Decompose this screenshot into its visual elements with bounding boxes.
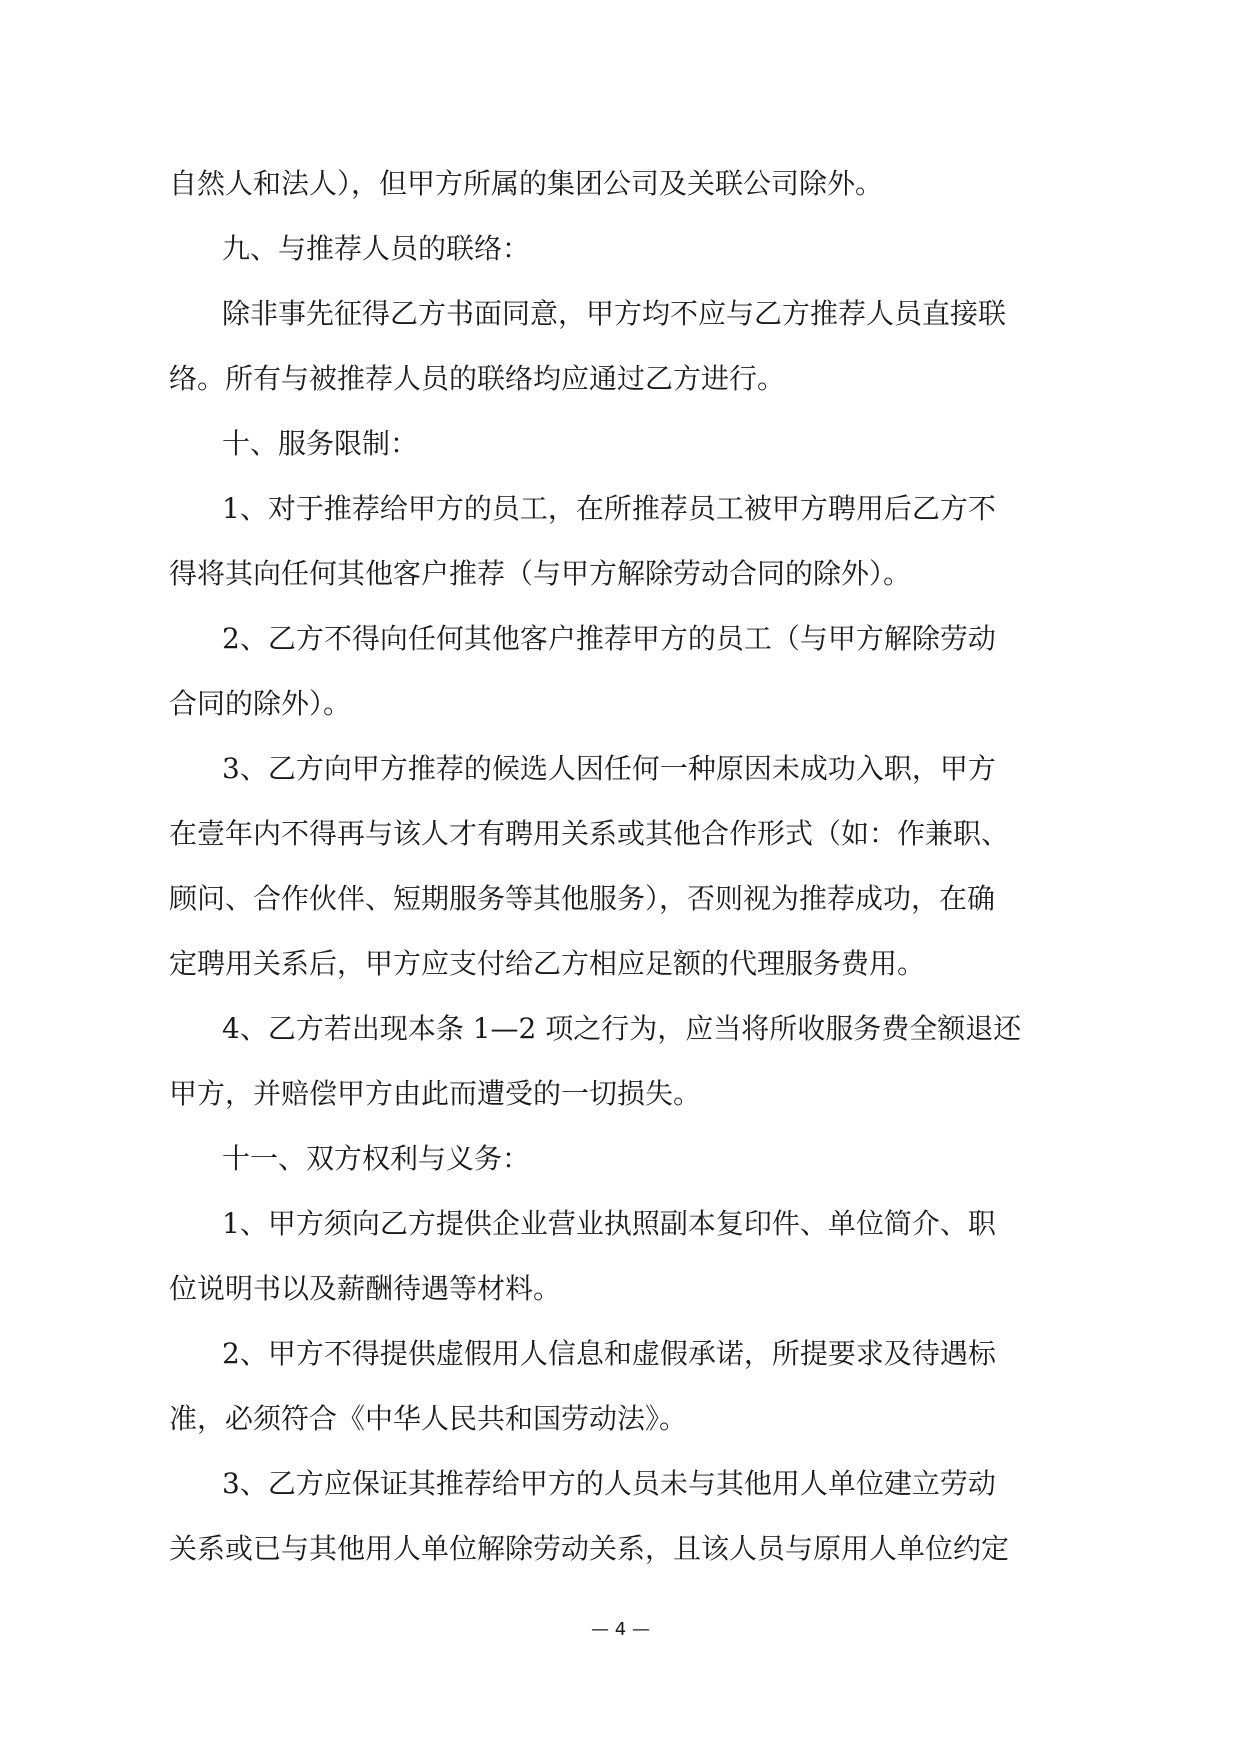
text-line: 络。所有与被推荐人员的联络均应通过乙方进行。 xyxy=(169,362,786,395)
text-line: 顾问、合作伙伴、短期服务等其他服务），否则视为推荐成功，在确 xyxy=(169,882,996,915)
section-heading: 十、服务限制： xyxy=(222,427,419,460)
text-line: 自然人和法人），但甲方所属的集团公司及关联公司除外。 xyxy=(169,167,884,200)
text-line: 1、甲方须向乙方提供企业营业执照副本复印件、单位简介、职 xyxy=(222,1207,996,1240)
text-line: 关系或已与其他用人单位解除劳动关系，且该人员与原用人单位约定 xyxy=(169,1532,1010,1565)
text-line: 除非事先征得乙方书面同意，甲方均不应与乙方推荐人员直接联 xyxy=(222,297,1007,330)
text-line: 4、乙方若出现本条 1—2 项之行为，应当将所收服务费全额退还 xyxy=(222,1012,1022,1045)
text-line: 定聘用关系后，甲方应支付给乙方相应足额的代理服务费用。 xyxy=(169,947,926,980)
section-heading: 九、与推荐人员的联络： xyxy=(222,232,531,265)
section-heading: 十一、双方权利与义务： xyxy=(222,1142,531,1175)
text-line: 得将其向任何其他客户推荐（与甲方解除劳动合同的除外）。 xyxy=(169,557,912,590)
text-line: 3、乙方向甲方推荐的候选人因任何一种原因未成功入职，甲方 xyxy=(222,752,996,785)
text-line: 准，必须符合《中华人民共和国劳动法》。 xyxy=(169,1402,688,1435)
text-line: 2、甲方不得提供虚假用人信息和虚假承诺，所提要求及待遇标 xyxy=(222,1337,996,1370)
text-line: 在壹年内不得再与该人才有聘用关系或其他合作形式（如：作兼职、 xyxy=(169,817,1010,850)
text-line: 合同的除外）。 xyxy=(169,687,352,720)
text-line: 2、乙方不得向任何其他客户推荐甲方的员工（与甲方解除劳动 xyxy=(222,622,996,655)
text-line: 甲方，并赔偿甲方由此而遭受的一切损失。 xyxy=(169,1077,702,1110)
text-line: 1、对于推荐给甲方的员工，在所推荐员工被甲方聘用后乙方不 xyxy=(222,492,996,525)
text-line: 位说明书以及薪酬待遇等材料。 xyxy=(169,1272,562,1305)
text-line: 3、乙方应保证其推荐给甲方的人员未与其他用人单位建立劳动 xyxy=(222,1467,996,1500)
page-number: — 4 — xyxy=(591,1619,650,1640)
